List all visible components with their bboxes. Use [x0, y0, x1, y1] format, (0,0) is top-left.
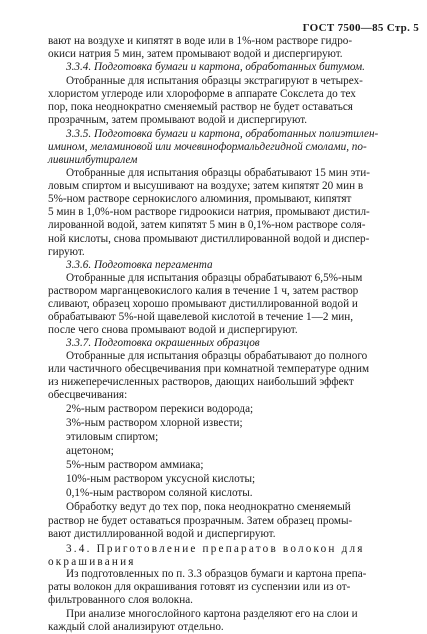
- text-line: Из подготовленных по п. 3.3 образцов бумаги и картона препа-: [66, 568, 367, 580]
- text-line: 2%-ным раствором перекиси водорода;: [66, 403, 254, 415]
- text-line: 3.3.4. Подготовка бумаги и картона, обработанных битумом.: [66, 61, 365, 73]
- text-line: окиси натрия 5 мин, затем промывают водой и диспергируют.: [48, 48, 343, 60]
- text-line: Отобранные для испытания образцы обрабатывают до полного: [66, 350, 368, 362]
- text-line: 10%-ным раствором уксусной кислоты;: [66, 473, 256, 485]
- text-line: фильтрованного слоя волокна.: [48, 594, 193, 606]
- text-line: после чего снова промывают водой и диспергируют.: [48, 324, 298, 336]
- text-line: Обработку ведут до тех пор, пока неоднократно сменяемый: [66, 501, 351, 513]
- text-line: 3.4. Приготовление препаратов волокон для: [66, 543, 365, 555]
- text-line: сливают, образец хорошо промывают дистиллированной водой и: [48, 298, 358, 310]
- text-line: лированной водой, затем кипятят 5 мин в 0,1%-ном растворе соля-: [48, 219, 366, 231]
- text-line: пор, пока неоднократно сменяемый раствор не будет оставаться: [48, 101, 353, 113]
- text-line: обесцвечивания:: [48, 389, 128, 401]
- text-line: раствором марганцевокислого калия в течение 1 ч, затем раствор: [48, 285, 359, 297]
- text-line: 5%-ным раствором аммиака;: [66, 459, 204, 471]
- text-line: ной кислоты, снова промывают дистиллированной водой и диспер-: [48, 233, 370, 245]
- text-line: окрашивания: [48, 556, 136, 568]
- text-line: вают дистиллированной водой и диспергируют.: [48, 528, 276, 540]
- text-line: хлористом углероде или хлороформе в аппарате Сокслета до тех: [48, 88, 356, 100]
- text-line: 5%-ном растворе сернокислого алюминия, промывают, кипятят: [48, 193, 352, 205]
- text-line: 3.3.7. Подготовка окрашенных образцов: [66, 337, 260, 349]
- text-line: 5 мин в 1,0%-ном растворе гидроокиси натрия, промывают дистил-: [48, 206, 370, 218]
- text-line: каждый слой анализируют отдельно.: [48, 621, 224, 633]
- text-line: гируют.: [48, 246, 85, 258]
- text-line: иминoм, меламиновой или мочевиноформальдегидной смолами, по-: [48, 141, 367, 153]
- text-line: или частичного обесцвечивания при комнатной температуре одним: [48, 363, 370, 375]
- text-line: 3.3.5. Подготовка бумаги и картона, обработанных полиэтилен-: [66, 128, 379, 140]
- text-line: Отобранные для испытания образцы обрабатывают 6,5%-ным: [66, 272, 363, 284]
- text-line: ацетоном;: [66, 445, 114, 457]
- text-line: обрабатывают 5%-ной щавелевой кислотой в течение 1—2 мин,: [48, 311, 354, 323]
- page-header: ГОСТ 7500—85 Стр. 5: [302, 22, 419, 34]
- text-line: 0,1%-ным раствором соляной кислоты.: [66, 487, 253, 499]
- text-line: вают на воздухе и кипятят в воде или в 1%-ном растворе гидро-: [48, 35, 353, 47]
- text-line: раствор не будет оставаться прозрачным. Затем образец промы-: [48, 515, 353, 527]
- text-line: 3%-ным раствором хлорной извести;: [66, 417, 243, 429]
- text-line: Отобранные для испытания образцы экстрагируют в четырех-: [66, 75, 363, 87]
- text-line: 3.3.6. Подготовка пергамента: [66, 259, 213, 271]
- text-line: раты волокон для окрашивания готовят из суспензии или из от-: [48, 581, 351, 593]
- text-line: этиловым спиртом;: [66, 431, 159, 443]
- text-line: При анализе многослойного картона разделяют его на слои и: [66, 608, 358, 620]
- text-line: Отобранные для испытания образцы обрабатывают 15 мин эти-: [66, 167, 370, 179]
- text-line: ливинилбутиралем: [48, 154, 138, 166]
- text-line: из нижеперечисленных растворов, дающих наибольший эффект: [48, 376, 354, 388]
- text-line: прозрачным, затем промывают водой и диспергируют.: [48, 114, 308, 126]
- text-line: ловым спиртом и высушивают на воздухе; затем кипятят 20 мин в: [48, 180, 364, 192]
